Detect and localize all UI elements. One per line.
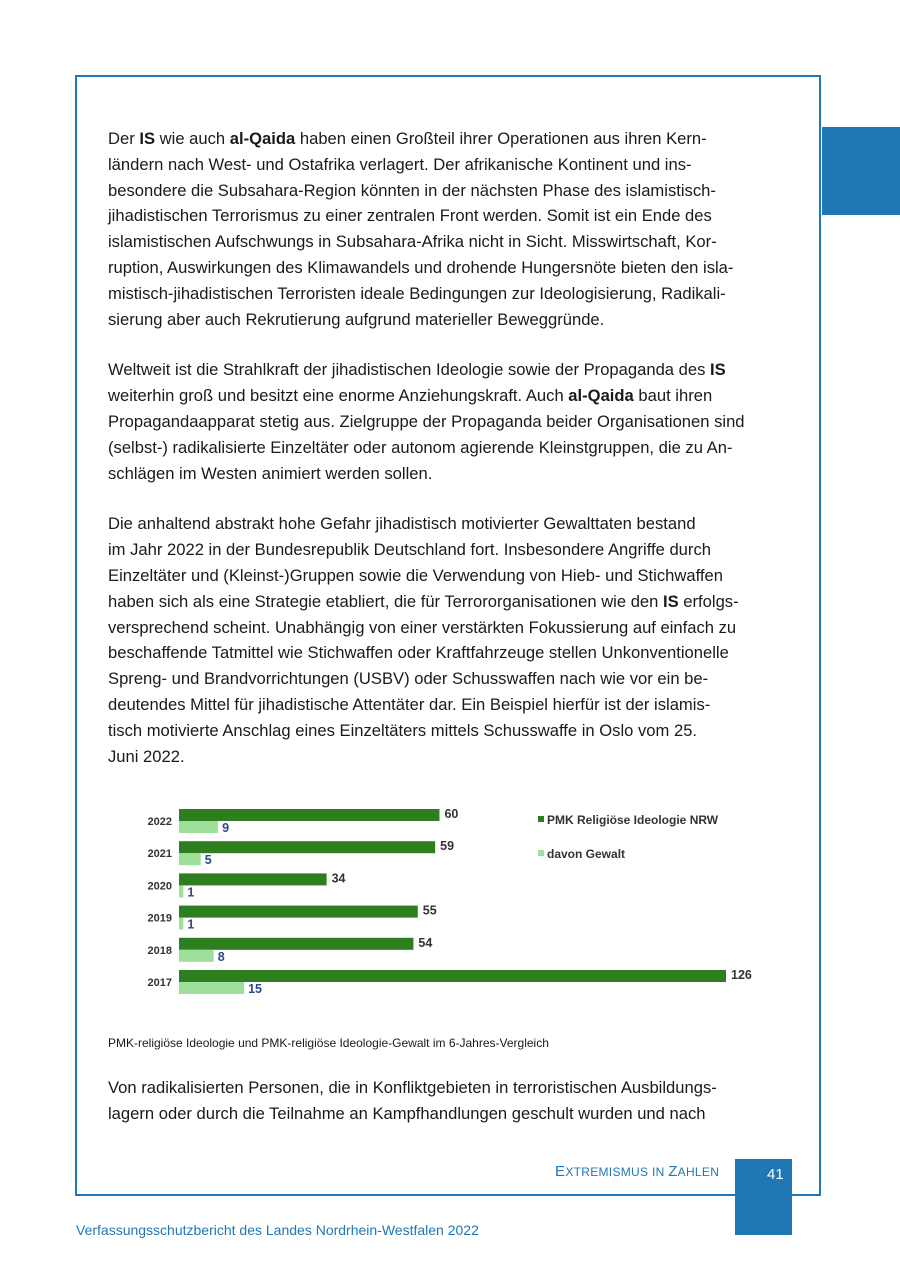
- bar-pmk: [179, 970, 726, 982]
- paragraph-1: [108, 126, 798, 332]
- bar-gewalt: [179, 821, 218, 833]
- bar-pmk: [179, 873, 327, 885]
- value-label-pmk: 59: [440, 839, 455, 854]
- value-label-gewalt: 1: [187, 917, 195, 932]
- text-run: wie auch: [155, 129, 230, 148]
- value-label-gewalt: 15: [248, 982, 263, 996]
- body-text: [108, 126, 798, 794]
- value-label-gewalt: 9: [222, 821, 230, 835]
- bold-term: IS: [663, 591, 679, 611]
- year-label: 2022: [147, 816, 172, 828]
- year-label: 2018: [147, 944, 172, 957]
- text-run: erfolgs- versprechend scheint. Unabhängig von einer verstärkten Fokussierung auf einfach zu beschaffende Tatmittel wie Stichwaffen oder Kraftfahrzeuge stellen Unkonventionelle Spreng- und Brandvorrichtungen (USBV) oder Schusswaffen nach wie vor ein be- deutendes Mittel für jihadistische Attentäter dar. Ein Beispiel hierfür ist der islamis- tisch motivierte Anschlag eines Einzeltäters mittels Schusswaffe in Oslo vom 25. Juni 2022.: [108, 591, 739, 766]
- text-run: weiterhin groß und besitzt eine enorme Anziehungskraft. Auch: [108, 386, 564, 406]
- chart-legend: [538, 813, 719, 861]
- bar-chart: [108, 792, 788, 1012]
- value-label-gewalt: 8: [217, 949, 225, 964]
- bold-term: IS: [139, 129, 156, 148]
- value-label-pmk: 60: [444, 807, 459, 821]
- value-label-pmk: 55: [422, 903, 437, 918]
- bold-term: al-Qaida: [229, 129, 296, 148]
- year-label: 2017: [147, 977, 172, 989]
- paragraph-4: Von radikalisierten Personen, die in Konfliktgebieten in terroristischen Ausbildungs- lagern oder durch die Teilnahme an Kampfhandlungen geschult wurden und nach: [108, 1078, 717, 1123]
- legend-label: PMK Religiöse Ideologie NRW: [547, 813, 719, 827]
- bar-gewalt: [179, 950, 214, 962]
- value-label-gewalt: 1: [187, 885, 195, 900]
- text-run: haben einen Großteil ihrer Operationen aus ihren Kern- ländern nach West- und Ostafrika verlagert. Der afrikanische Kontinent und ins- besondere die Subsahara-Region könnten in der nächsten Phase des islamistisch- jihadistischen Terrorismus zu einer zentralen Front werden. Somit ist ein Ende des islamistischen Aufschwungs in Subsahara-Afrika nicht in Sicht. Misswirtschaft, Kor- ruption, Auswirkungen des Klimawandels und drohende Hungersnöte bieten den isla- mistisch-jihadistischen Terroristen ideale Bedingungen zur Ideologisierung, Radikali- sierung aber auch Rekrutierung aufgrund materieller Beweggründe.: [108, 129, 734, 329]
- value-label-pmk: 54: [418, 935, 433, 950]
- text-run: Der: [108, 129, 140, 148]
- year-label: 2021: [147, 848, 172, 861]
- chart-bars: [148, 807, 752, 996]
- legend-swatch: [538, 850, 544, 856]
- bar-pmk: [179, 938, 413, 950]
- chart-caption: PMK-religiöse Ideologie und PMK-religiöse Ideologie-Gewalt im 6-Jahres-Vergleich: [108, 1036, 549, 1050]
- paragraph-2: [108, 357, 798, 486]
- text-run: Weltweit ist die Strahlkraft der jihadistischen Ideologie sowie der Propaganda des: [108, 360, 711, 380]
- text-run: baut ihren Propagandaapparat stetig aus. Zielgruppe der Propaganda beider Organisationen sind (selbst-) radikalisierte Einzeltäter oder autonom agierende Kleinstgruppen, die zu An- schlägen im Westen animiert werden sollen.: [108, 386, 745, 483]
- value-label-pmk: 126: [731, 968, 752, 982]
- bar-pmk: [179, 809, 439, 821]
- text-run: Die anhaltend abstrakt hohe Gefahr jihadistisch motivierter Gewalttaten bestand im Jahr 2022 in der Bundesrepublik Deutschland fort. Insbesondere Angriffe durch Einzeltäter und (Kleinst-)Gruppen sowie die Verwendung von Hieb- und Stichwaffen haben sich als eine Strategie etabliert, die für Terrororganisationen wie den: [108, 514, 723, 611]
- year-label: 2019: [147, 912, 172, 925]
- bold-term: al-Qaida: [568, 386, 634, 406]
- bar-gewalt: [179, 885, 183, 897]
- value-label-gewalt: 5: [204, 853, 212, 868]
- paragraph-3: [108, 511, 798, 769]
- legend-swatch: [538, 816, 544, 822]
- bar-pmk: [179, 841, 435, 853]
- bar-gewalt: [179, 918, 183, 930]
- chapter-tab: [822, 127, 900, 215]
- bold-term: IS: [710, 360, 726, 380]
- footer-title: Verfassungsschutzbericht des Landes Nordrhein-Westfalen 2022: [76, 1222, 479, 1238]
- bar-pmk: [179, 906, 418, 918]
- year-label: 2020: [147, 880, 172, 893]
- legend-label: davon Gewalt: [547, 847, 626, 861]
- bar-gewalt: [179, 853, 201, 865]
- bar-gewalt: [179, 982, 244, 994]
- section-label: EXTREMISMUS IN ZAHLEN: [555, 1163, 720, 1180]
- value-label-pmk: 34: [331, 871, 346, 886]
